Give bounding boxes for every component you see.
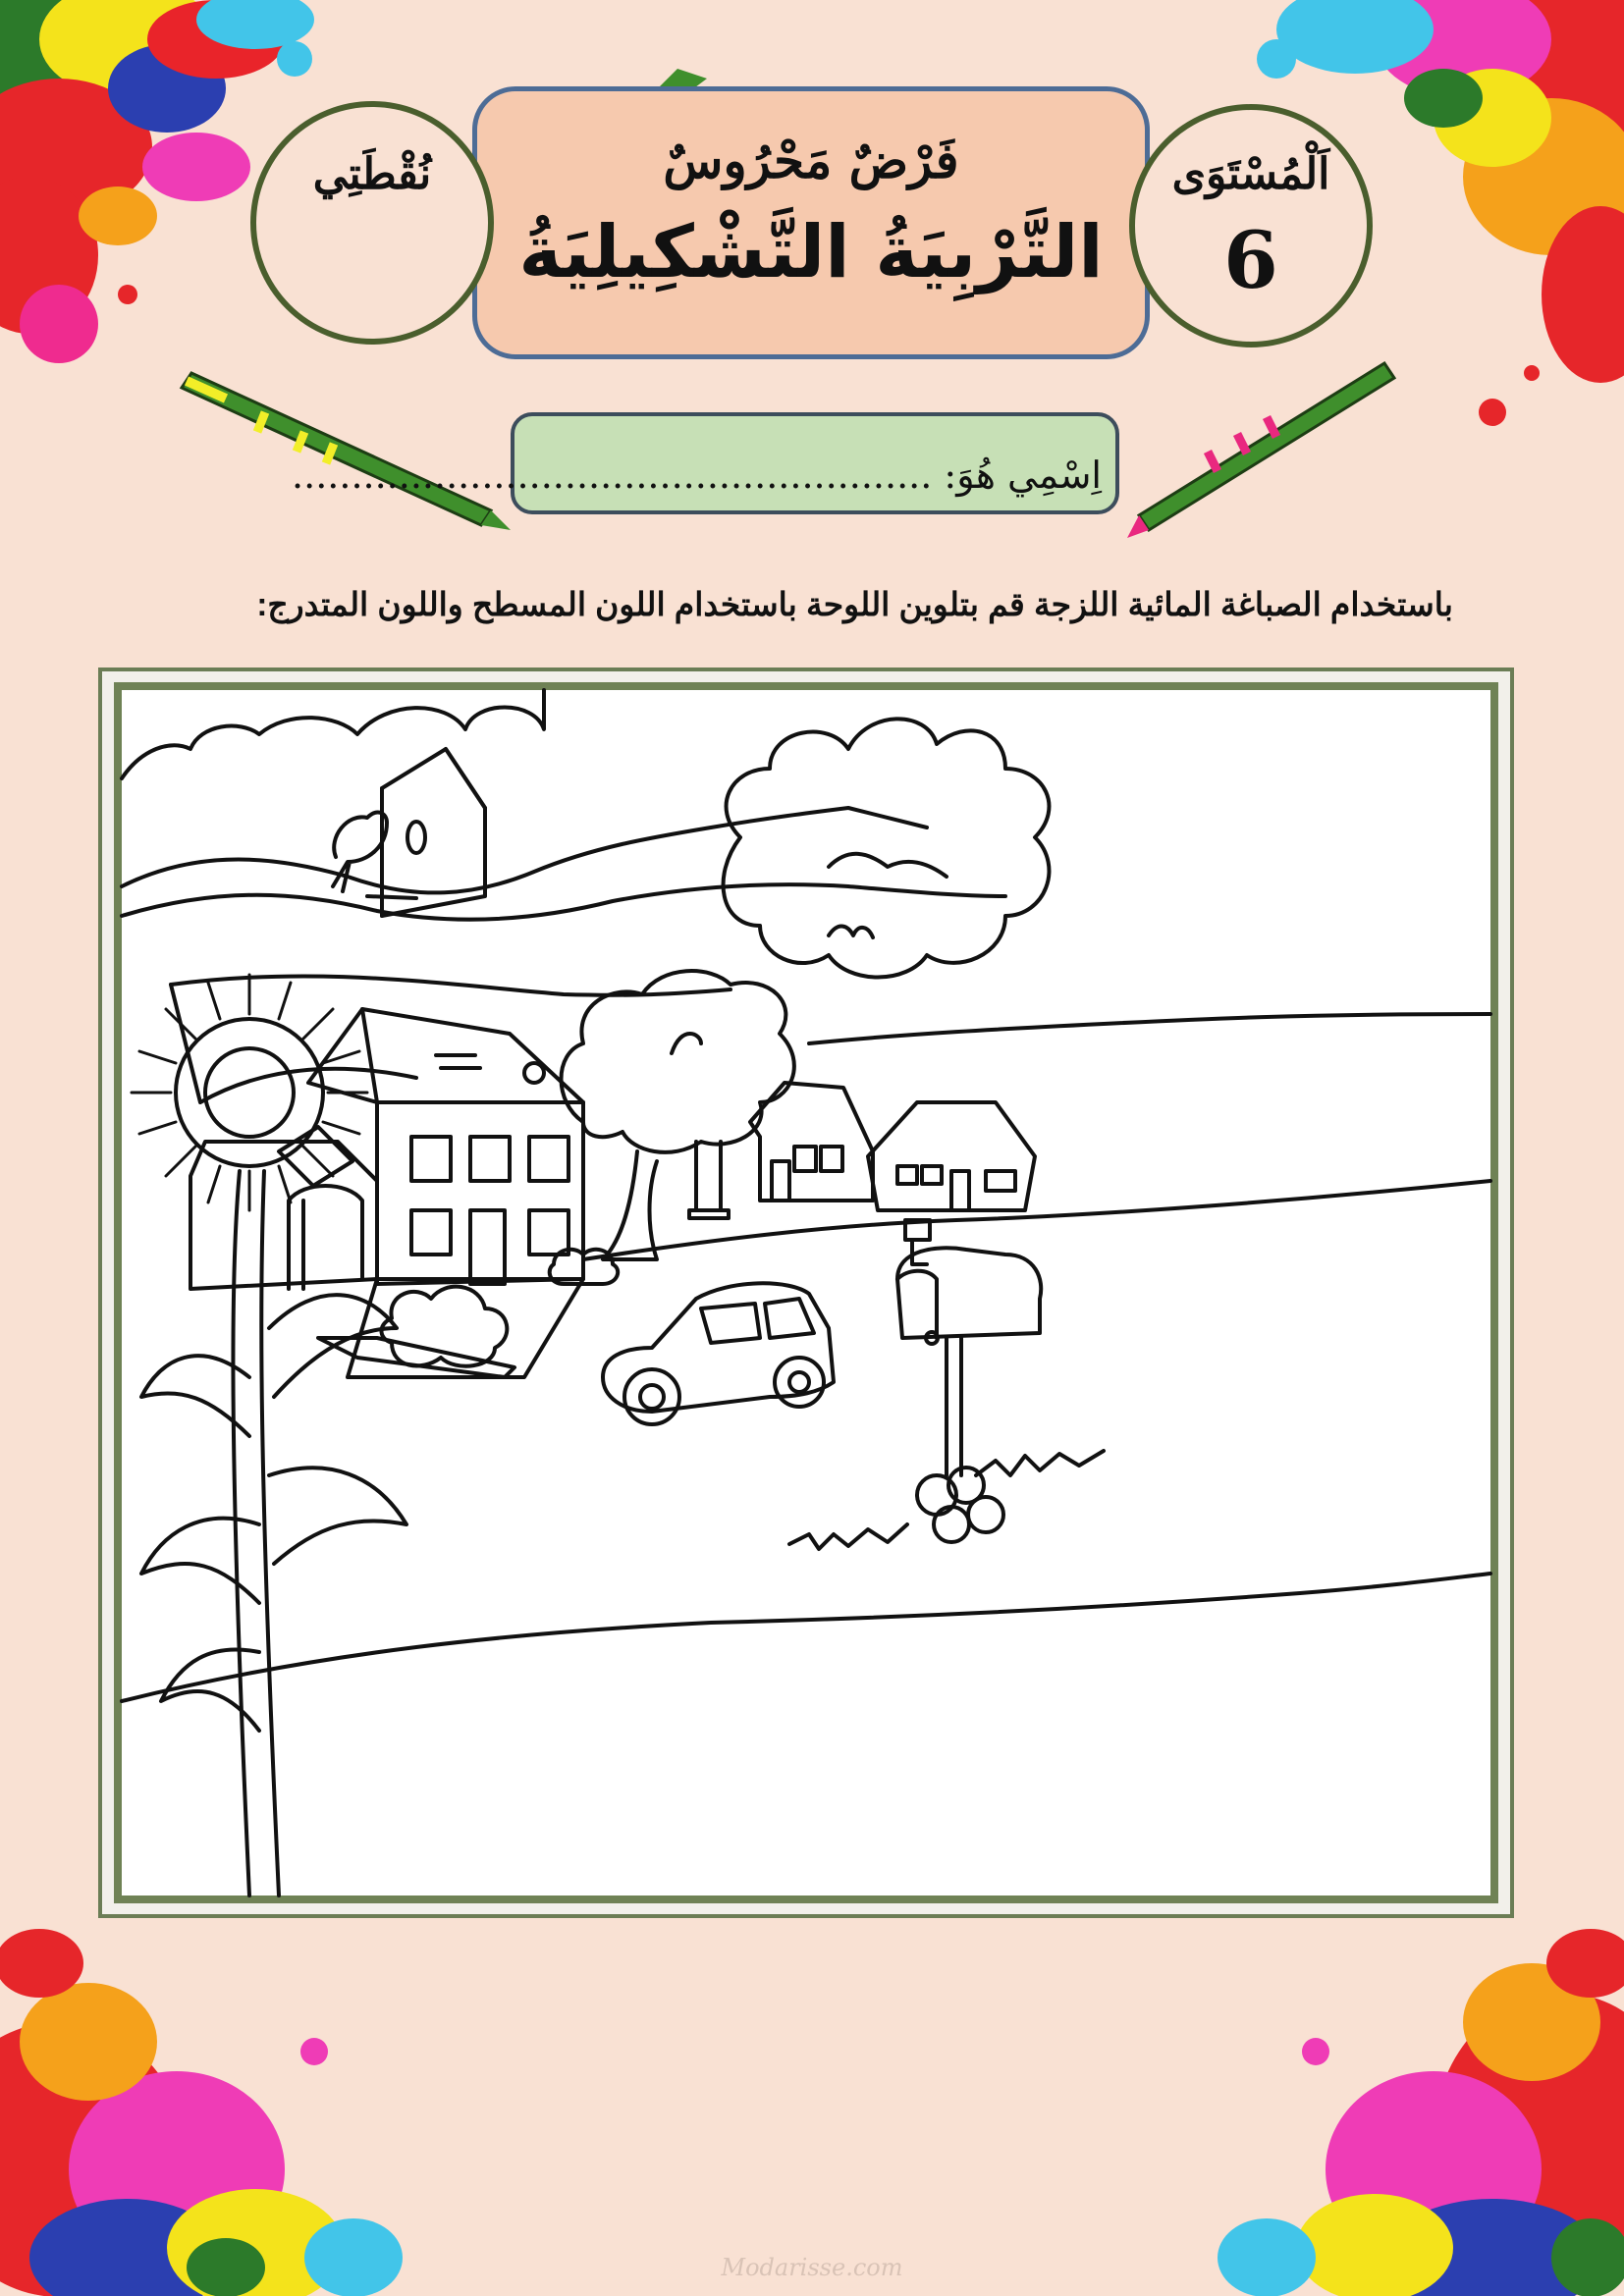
points-label: نُقْطَتِي [312, 149, 432, 199]
hill-mid-right [809, 1014, 1490, 1043]
page-title: التَّرْبِيَةُ التَّشْكِيلِيَةُ [518, 210, 1104, 294]
house-right-1 [750, 1083, 873, 1201]
cloud-left [122, 690, 544, 778]
points-circle [250, 101, 494, 345]
cloud-right [724, 719, 1050, 977]
house-right-2 [868, 1102, 1035, 1210]
name-field-label: اِسْمِي هُوَ: ...................................................... [292, 454, 1102, 497]
tree [562, 971, 794, 1259]
hill-mid [171, 976, 731, 994]
coloring-picture [122, 690, 1490, 1896]
mailbox-flowers [917, 1468, 1003, 1542]
road-edge-bottom [122, 1574, 1490, 1701]
level-label: اَلْمُسْتَوَى [1171, 149, 1330, 199]
crayon-icon [182, 373, 511, 530]
instruction-text: باستخدام الصباغة المائية اللزجة قم بتلوين اللوحة باستخدام اللون المسطح واللون المتدرج: [256, 586, 1453, 622]
hill-far-2 [122, 884, 1005, 920]
mailbox [897, 1220, 1041, 1475]
crayon-icon [1127, 363, 1394, 538]
hill-far [122, 808, 927, 892]
exam-subtitle: فَرْضٌ مَحْرُوسٌ [663, 132, 959, 189]
house-main [308, 1009, 583, 1284]
paint-splash-icon [1218, 1929, 1624, 2296]
watermark: Modarisse.com [721, 2254, 903, 2281]
garage [190, 1127, 377, 1289]
paint-splash-icon [0, 1929, 403, 2296]
level-value: 6 [1223, 214, 1278, 306]
car [603, 1283, 834, 1424]
sunflower [132, 975, 406, 1896]
